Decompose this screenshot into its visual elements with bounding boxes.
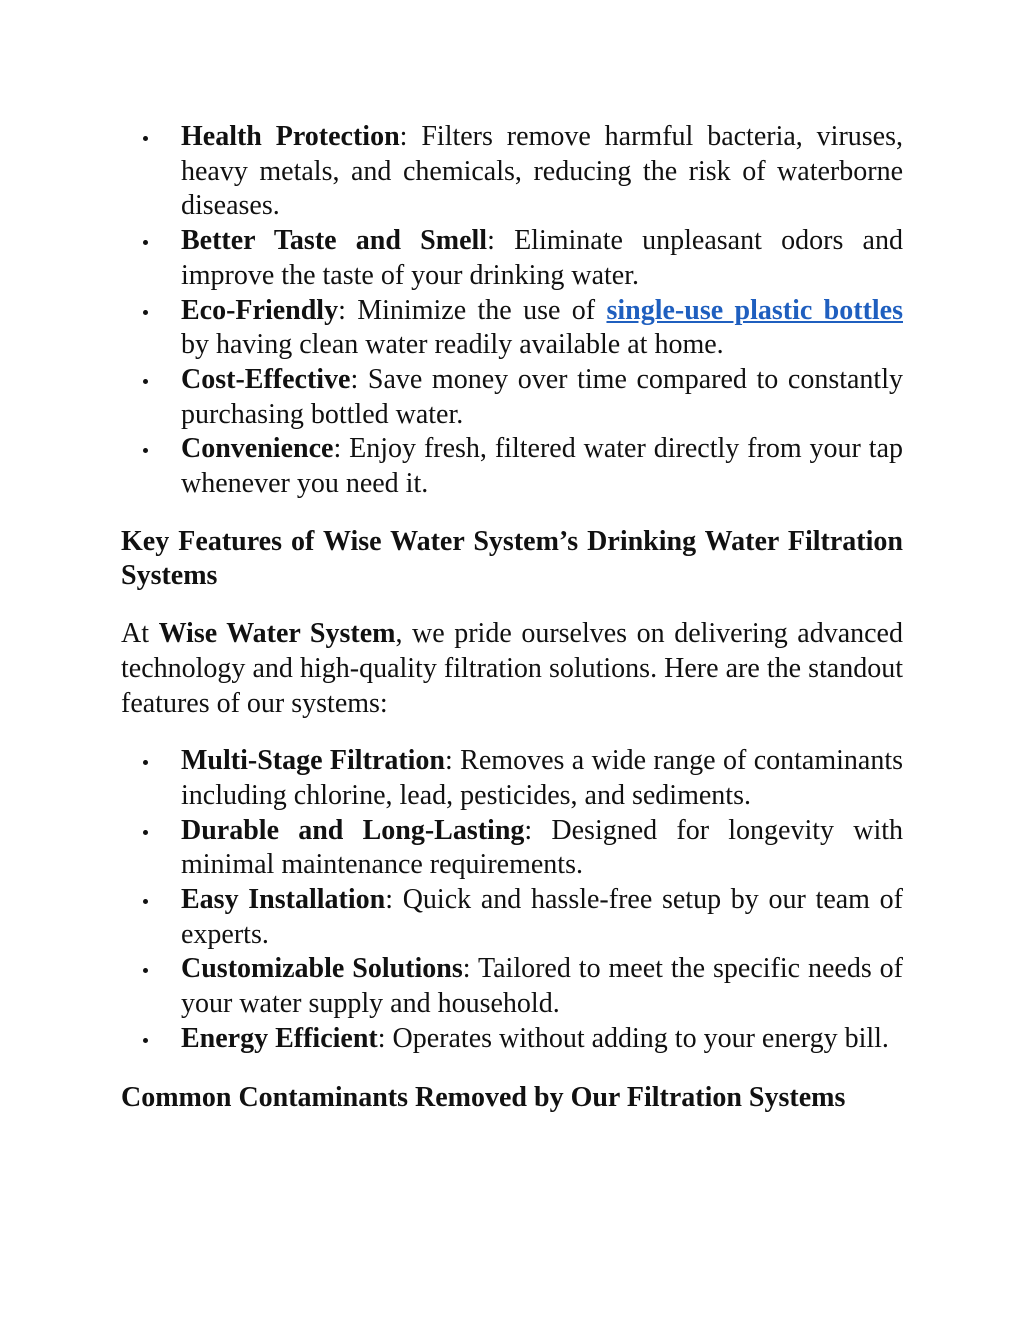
item-text: Designed for longevity with minimal maintenance requirements. [181,814,903,881]
item-term: Multi-Stage Filtration [181,745,446,777]
item-text: Filters remove harmful bacteria, viruses, heavy metals, and chemicals, reducing the risk of waterborne diseases. [181,121,904,222]
single-use-plastic-bottles-link[interactable]: single-use plastic bottles [606,294,903,326]
item-text: Operates without adding to your energy bill. [385,1022,889,1054]
item-term: Energy Efficient [181,1022,378,1054]
item-text: Quick and hassle-free setup by our team of experts. [181,884,903,950]
bullet-icon [143,240,148,245]
item-term: Customizable Solutions [181,953,463,985]
bullet-icon [143,310,148,315]
brand-name: Wise Water System [158,618,396,650]
item-term: Eco-Friendly [181,294,339,326]
features-heading: Key Features of Wise Water System’s Drinking Water Filtration Systems [121,525,903,592]
item-text: Tailored to meet the specific needs of your water supply and household. [181,953,904,1020]
item-term: Health Protection [181,121,400,152]
bullet-icon [143,136,148,141]
document-page [121,120,903,1115]
benefits-list [121,120,903,502]
list-item: Durable and Long-Lasting: Designed for longevity with minimal maintenance requirements. [121,814,903,883]
list-item: Cost-Effective: Save money over time compared to constantly purchasing bottled water. [121,363,903,432]
item-text: Removes a wide range of contaminants including chlorine, lead, pesticides, and sediments. [181,745,903,811]
item-text: Minimize the use of [345,294,607,326]
item-term: Easy Installation [181,884,386,916]
item-term: Durable and Long-Lasting [181,814,525,846]
list-item: Eco-Friendly: Minimize the use of single-use plastic bottles by having clean water readily available at home. [121,294,903,363]
item-term: Better Taste and Smell [181,225,488,257]
bullet-icon [143,379,148,384]
bullet-icon [143,899,148,904]
features-list [121,744,903,1056]
list-item: Better Taste and Smell: Eliminate unpleasant odors and improve the taste of your drinking water. [121,224,903,293]
item-term: Convenience [181,433,334,465]
contaminants-heading: Common Contaminants Removed by Our Filtration Systems [121,1081,846,1113]
bullet-icon [143,968,148,973]
item-text: Save money over time compared to constantly purchasing bottled water. [181,363,903,430]
bullet-icon [143,1038,148,1043]
list-item: Health Protection: Filters remove harmful bacteria, viruses, heavy metals, and chemicals, reducing the risk of waterborne diseases. [121,120,903,224]
bullet-icon [143,448,148,453]
list-item: Customizable Solutions: Tailored to meet the specific needs of your water supply and household. [121,952,903,1021]
list-item: Energy Efficient: Operates without adding to your energy bill. [121,1022,903,1057]
item-text: Eliminate unpleasant odors and improve the taste of your drinking water. [181,225,903,291]
list-item: Multi-Stage Filtration: Removes a wide range of contaminants including chlorine, lead, pesticides, and sediments. [121,744,903,813]
item-term: Cost-Effective [181,363,351,395]
bullet-icon [143,760,148,765]
item-text: by having clean water readily available at home. [181,329,724,361]
list-item: Convenience: Enjoy fresh, filtered water directly from your tap whenever you need it. [121,432,903,501]
intro-paragraph: At Wise Water System, we pride ourselves on delivering advanced technology and high-quality filtration solutions. Here are the standout features of our systems: [121,618,903,719]
list-item: Easy Installation: Quick and hassle-free setup by our team of experts. [121,883,903,952]
bullet-icon [143,830,148,835]
item-text: Enjoy fresh, filtered water directly from your tap whenever you need it. [181,433,903,500]
